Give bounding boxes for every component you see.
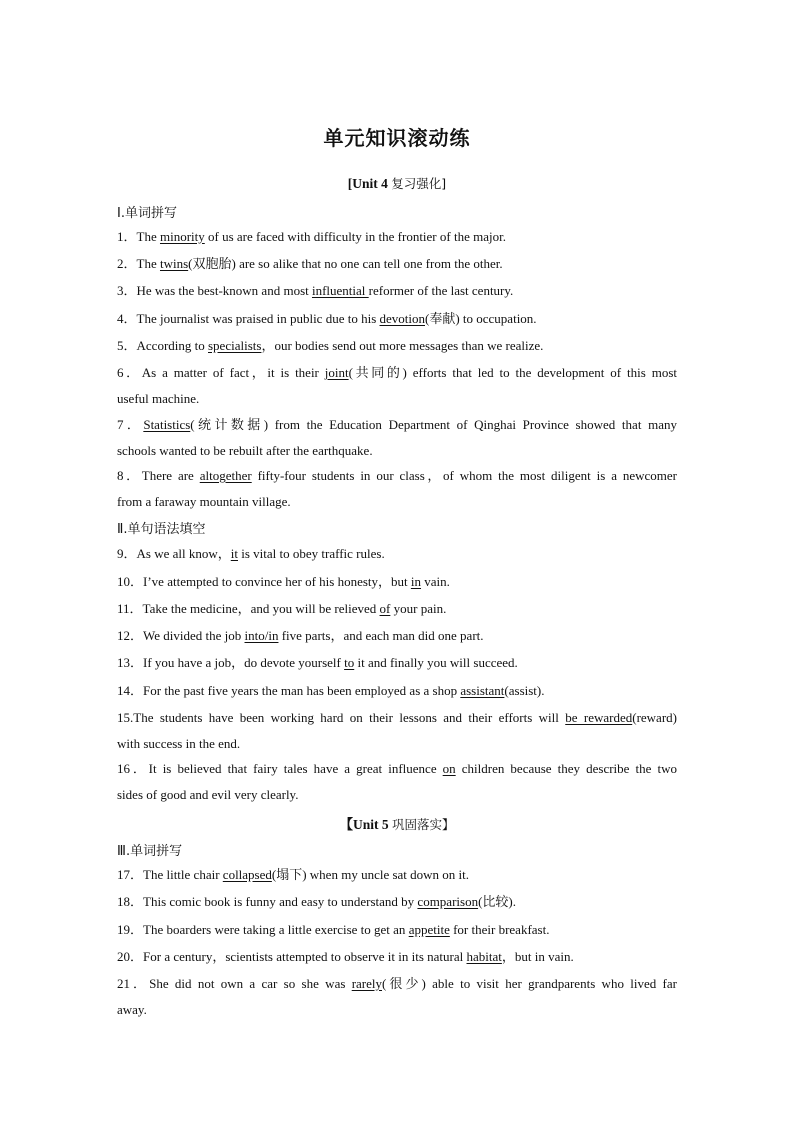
question-line [117, 862, 677, 888]
question-text-before: For the past five years the man has been employed as a shop [143, 683, 461, 698]
question-text-after: (双胞胎) are so alike that no one can tell one from the other. [188, 256, 503, 271]
question-continuation: from a faraway mountain village. [117, 494, 291, 509]
answer-text: into/in [244, 628, 279, 643]
question-text-before: As a matter of fact，it is their [141, 365, 325, 380]
question-item [117, 650, 677, 676]
question-item [117, 306, 677, 332]
question-number: 4． [117, 311, 137, 326]
answer-text: specialists [208, 338, 262, 353]
answer-text: on [442, 761, 456, 776]
question-text-after: (共同的) efforts that led to the development of this most [348, 365, 677, 380]
question-line [117, 251, 677, 277]
answer-text: joint [324, 365, 349, 380]
question-line [117, 917, 677, 943]
page-title: 单元知识滚动练 [323, 126, 471, 150]
question-item [117, 889, 677, 915]
question-text-before: He was the best-known and most [136, 283, 312, 298]
section-heading-1: Ⅰ.单词拼写 [117, 206, 177, 221]
question-text-before: It is believed that fairy tales have a great influence [148, 761, 443, 776]
question-continuation: away. [117, 1002, 147, 1017]
unit4-label: [Unit 4 [347, 176, 388, 191]
unit4-header [0, 174, 794, 192]
question-text-after: (很少) able to visit her grandparents who lived far [382, 976, 677, 991]
question-item [117, 862, 677, 888]
question-item [117, 756, 677, 808]
question-item [117, 917, 677, 943]
question-text-before: We divided the job [143, 628, 245, 643]
question-text-before: As we all know， [136, 546, 231, 561]
question-continuation: sides of good and evil very clearly. [117, 787, 299, 802]
question-item [117, 678, 677, 704]
question-text-before: This comic book is funny and easy to understand by [143, 894, 418, 909]
question-text-after: five parts，and each man did one part. [278, 628, 484, 643]
question-number: 10． [117, 574, 144, 589]
answer-text: of [379, 601, 391, 616]
question-text-before: I’ve attempted to convince her of his honesty，but [143, 574, 411, 589]
answer-text: altogether [199, 468, 252, 483]
question-continuation: with success in the end. [117, 736, 241, 751]
answer-text: Statistics [143, 417, 191, 432]
question-number: 19． [117, 922, 144, 937]
question-text-after: (reward) [632, 710, 677, 725]
question-text-before: The [136, 229, 160, 244]
question-line [117, 756, 677, 782]
answer-text: appetite [408, 922, 450, 937]
question-text-after: (比较). [478, 894, 516, 909]
question-item [117, 541, 677, 567]
section-heading-2: Ⅱ.单句语法填空 [117, 522, 206, 537]
unit5-cn: 巩固落实】 [392, 817, 455, 832]
question-number: 18． [117, 894, 144, 909]
question-item [117, 971, 677, 1023]
question-number: 17． [117, 867, 144, 882]
question-number: 9． [117, 546, 137, 561]
question-text-after: your pain. [390, 601, 447, 616]
answer-text: twins [159, 256, 189, 271]
question-line [117, 889, 677, 915]
answer-text: influential [311, 283, 369, 298]
unit4-cn: 复习强化] [391, 176, 447, 191]
question-number: 11． [117, 601, 143, 616]
question-number: 6． [117, 365, 142, 380]
unit5-label: 【Unit 5 [339, 817, 389, 832]
question-number: 3． [117, 283, 137, 298]
question-item [117, 705, 677, 757]
question-line [117, 224, 677, 250]
question-continuation: schools wanted to be rebuilt after the earthquake. [117, 443, 373, 458]
question-text-before: The boarders were taking a little exercise to get an [143, 922, 409, 937]
question-item [117, 278, 677, 304]
question-text-after: (塌下) when my uncle sat down on it. [271, 867, 470, 882]
question-text-after: for their breakfast. [449, 922, 550, 937]
question-text-after: it and finally you will succeed. [354, 655, 518, 670]
question-line [117, 678, 677, 704]
question-line [117, 623, 677, 649]
section-heading-3: Ⅲ.单词拼写 [117, 844, 183, 859]
question-number: 14． [117, 683, 144, 698]
question-text-before: She did not own a car so she was [149, 976, 352, 991]
question-text-after: ，but in vain. [501, 949, 574, 964]
question-number: 1． [117, 229, 137, 244]
question-line [117, 360, 677, 386]
answer-text: rarely [351, 976, 383, 991]
question-number: 2． [117, 256, 137, 271]
question-line [117, 944, 677, 970]
question-text-before: Take the medicine，and you will be relieved [142, 601, 380, 616]
question-number: 7． [117, 417, 144, 432]
question-text-after: is vital to obey traffic rules. [238, 546, 385, 561]
question-text-after: vain. [421, 574, 450, 589]
question-item [117, 596, 677, 622]
question-text-before: For a century，scientists attempted to observe it in its natural [143, 949, 467, 964]
question-line [117, 650, 677, 676]
question-number: 15. [117, 710, 134, 725]
question-line [117, 971, 677, 997]
question-line [117, 278, 677, 304]
question-text-before: The [136, 256, 160, 271]
question-number: 13． [117, 655, 144, 670]
question-number: 5． [117, 338, 137, 353]
question-text-after: of us are faced with difficulty in the frontier of the major. [204, 229, 506, 244]
answer-text: it [230, 546, 238, 561]
unit5-header [0, 813, 794, 833]
answer-text: to [344, 655, 355, 670]
question-line [117, 463, 677, 489]
question-text-before: The little chair [143, 867, 223, 882]
question-line [117, 333, 677, 359]
answer-text: be rewarded [565, 710, 633, 725]
answer-text: habitat [466, 949, 502, 964]
question-item [117, 224, 677, 250]
question-text-after: (奉献) to occupation. [425, 311, 537, 326]
answer-text: minority [159, 229, 205, 244]
question-text-after: children because they describe the two [455, 761, 677, 776]
question-continuation: useful machine. [117, 391, 200, 406]
question-item [117, 333, 677, 359]
question-line [117, 541, 677, 567]
question-item [117, 944, 677, 970]
question-line [117, 705, 677, 731]
question-line [117, 306, 677, 332]
question-number: 12． [117, 628, 144, 643]
question-number: 8． [117, 468, 142, 483]
answer-text: in [410, 574, 422, 589]
question-item [117, 251, 677, 277]
question-line [117, 569, 677, 595]
question-item [117, 463, 677, 515]
question-text-before: If you have a job，do devote yourself [143, 655, 345, 670]
answer-text: collapsed [222, 867, 272, 882]
question-text-before: There are [141, 468, 200, 483]
question-item [117, 360, 677, 412]
question-item [117, 623, 677, 649]
question-text-before: The journalist was praised in public due to his [136, 311, 380, 326]
question-text-after: ，our bodies send out more messages than we realize. [261, 338, 544, 353]
question-text-after: (统计数据) from the Education Department of Qinghai Province showed that many [190, 417, 677, 432]
question-text-after: (assist). [504, 683, 545, 698]
question-text-after: fifty-four students in our class，of whom the most diligent is a newcomer [251, 468, 677, 483]
question-line [117, 412, 677, 438]
answer-text: devotion [379, 311, 425, 326]
question-item [117, 569, 677, 595]
question-text-before: According to [136, 338, 208, 353]
question-line [117, 596, 677, 622]
question-number: 20． [117, 949, 144, 964]
question-item [117, 412, 677, 464]
question-number: 21． [117, 976, 150, 991]
answer-text: comparison [417, 894, 479, 909]
question-number: 16． [117, 761, 149, 776]
answer-text: assistant [460, 683, 505, 698]
question-text-before: The students have been working hard on their lessons and their efforts will [133, 710, 566, 725]
question-text-after: reformer of the last century. [368, 283, 514, 298]
